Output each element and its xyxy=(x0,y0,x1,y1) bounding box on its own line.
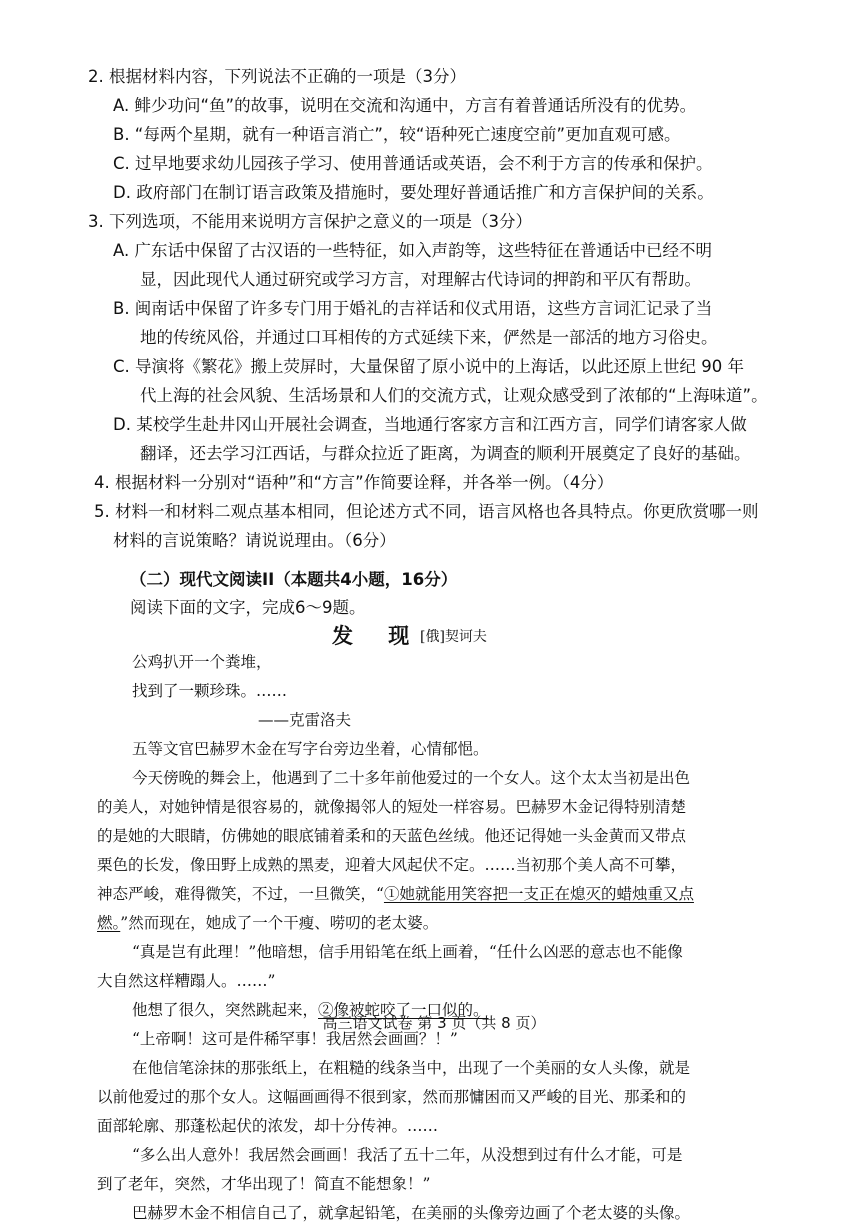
page-footer: 高三语文试卷 第 3 页（共 8 页） xyxy=(322,1014,546,1032)
story-title: 发 现 xyxy=(332,623,424,648)
story-paragraph-6-line-1: 在他信笔涂抹的那张纸上，在粗糙的线条当中，出现了一个美丽的女人头像，就是 xyxy=(132,1059,691,1077)
story-paragraph-2-line-4: 栗色的长发，像田野上成熟的黑麦，迎着大风起伏不定。……当初那个美人高不可攀， xyxy=(97,856,687,874)
question-3-option-a-line2: 显，因此现代人通过研究或学习方言，对理解古代诗词的押韵和平仄有帮助。 xyxy=(140,270,701,289)
story-paragraph-5: “上帝啊！这可是件稀罕事！我居然会画画？！” xyxy=(132,1030,458,1048)
question-2-option-b: B. “每两个星期，就有一种语言消亡”，较“语种死亡速度空前”更加直观可感。 xyxy=(113,125,681,144)
question-3-option-b-line1: B. 闽南话中保留了许多专门用于婚礼的吉祥话和仪式用语，这些方言词汇记录了当 xyxy=(113,299,713,318)
section-2-instruction: 阅读下面的文字，完成6～9题。 xyxy=(130,598,366,617)
story-paragraph-4-text: 他想了很久，突然跳起来， xyxy=(132,1001,319,1019)
story-paragraph-1: 五等文官巴赫罗木金在写字台旁边坐着，心情郁悒。 xyxy=(132,740,489,758)
question-3-option-c-line2: 代上海的社会风貌、生活场景和人们的交流方式，让观众感受到了浓郁的“上海味道”。 xyxy=(140,386,768,405)
question-5-line1: 5. 材料一和材料二观点基本相同，但论述方式不同，语言风格也各具特点。你更欣赏哪一则 xyxy=(94,502,759,521)
story-paragraph-2-line-5-text: 神态严峻，难得微笑，不过，一旦微笑，“ xyxy=(97,885,384,903)
question-2-option-a: A. 鲱少功问“鱼”的故事，说明在交流和沟通中，方言有着普通话所没有的优势。 xyxy=(113,96,697,115)
question-5-line2: 材料的言说策略？请说说理由。（6分） xyxy=(113,531,396,550)
question-3-option-d-line2: 翻译，还去学习江西话，与群众拉近了距离，为调查的顺利开展奠定了良好的基础。 xyxy=(140,444,751,463)
section-2-heading: （二）现代文阅读II（本题共4小题，16分） xyxy=(130,570,458,589)
epigraph-source: ——克雷洛夫 xyxy=(258,711,352,729)
story-paragraph-8: 巴赫罗木金不相信自己了，就拿起铅笔，在美丽的头像旁边画了个老太婆的头像。 xyxy=(132,1204,691,1222)
underlined-sentence-2: ②像被蛇咬了一口似的。 xyxy=(318,1001,489,1019)
story-paragraph-7-line-1: “多么出人意外！我居然会画画！我活了五十二年，从没想到过有什么才能，可是 xyxy=(132,1146,683,1164)
question-3-option-a-line1: A. 广东话中保留了古汉语的一些特征，如入声韵等，这些特征在普通话中已经不明 xyxy=(113,241,712,260)
question-4: 4. 根据材料一分别对“语种”和“方言”作简要诠释，并各举一例。（4分） xyxy=(94,473,614,492)
story-paragraph-7-line-2: 到了老年，突然，才华出现了！简直不能想象！” xyxy=(97,1175,431,1193)
story-paragraph-6-line-3: 面部轮廓、那蓬松起伏的浓发，却十分传神。…… xyxy=(97,1117,439,1135)
story-paragraph-3-line-2: 大自然这样糟蹋人。……” xyxy=(97,972,276,990)
question-3-option-c-line1: C. 导演将《繁花》搬上荧屏时，大量保留了原小说中的上海话，以此还原上世纪 90 年 xyxy=(113,357,744,376)
story-paragraph-2-line-6-text: ”然而现在，她成了一个干瘦、唠叨的老太婆。 xyxy=(120,914,439,932)
story-paragraph-2-line-3: 的是她的大眼睛，仿佛她的眼底铺着柔和的天蓝色丝绒。他还记得她一头金黄而又带点 xyxy=(97,827,687,845)
question-2-option-c: C. 过早地要求幼儿园孩子学习、使用普通话或英语，会不利于方言的传承和保护。 xyxy=(113,154,713,173)
epigraph-line-2: 找到了一颗珍珠。…… xyxy=(132,682,288,700)
story-paragraph-2-line-6 xyxy=(97,909,438,938)
story-paragraph-4 xyxy=(132,996,489,1025)
underlined-sentence-1-part-1: ①她就能用笑容把一支正在熄灭的蜡烛重又点 xyxy=(383,885,694,903)
story-paragraph-6-line-2: 以前他爱过的那个女人。这幅画画得不很到家，然而那慵困而又严峻的目光、那柔和的 xyxy=(97,1088,687,1106)
story-paragraph-2-line-1: 今天傍晚的舞会上，他遇到了二十多年前他爱过的一个女人。这个太太当初是出色 xyxy=(132,769,691,787)
story-paragraph-3-line-1: “真是岂有此理！”他暗想，信手用铅笔在纸上画着，“任什么凶恶的意志也不能像 xyxy=(132,943,683,961)
story-paragraph-2-line-5 xyxy=(97,880,694,909)
epigraph-line-1: 公鸡扒开一个粪堆， xyxy=(132,653,272,671)
story-paragraph-2-line-2: 的美人，对她钟情是很容易的，就像揭邻人的短处一样容易。巴赫罗木金记得特别清楚 xyxy=(97,798,687,816)
question-3-option-b-line2: 地的传统风俗，并通过口耳相传的方式延续下来，俨然是一部活的地方习俗史。 xyxy=(140,328,718,347)
question-3-option-d-line1: D. 某校学生赴井冈山开展社会调查，当地通行客家方言和江西方言，同学们请客家人做 xyxy=(113,415,747,434)
underlined-sentence-1-part-2: 燃。 xyxy=(97,914,121,932)
question-2-stem: 2. 根据材料内容，下列说法不正确的一项是（3分） xyxy=(88,67,466,86)
story-author: [俄]契诃夫 xyxy=(420,629,487,645)
question-3-stem: 3. 下列选项，不能用来说明方言保护之意义的一项是（3分） xyxy=(88,212,532,231)
question-2-option-d: D. 政府部门在制订语言政策及措施时，要处理好普通话推广和方言保护间的关系。 xyxy=(113,183,714,202)
